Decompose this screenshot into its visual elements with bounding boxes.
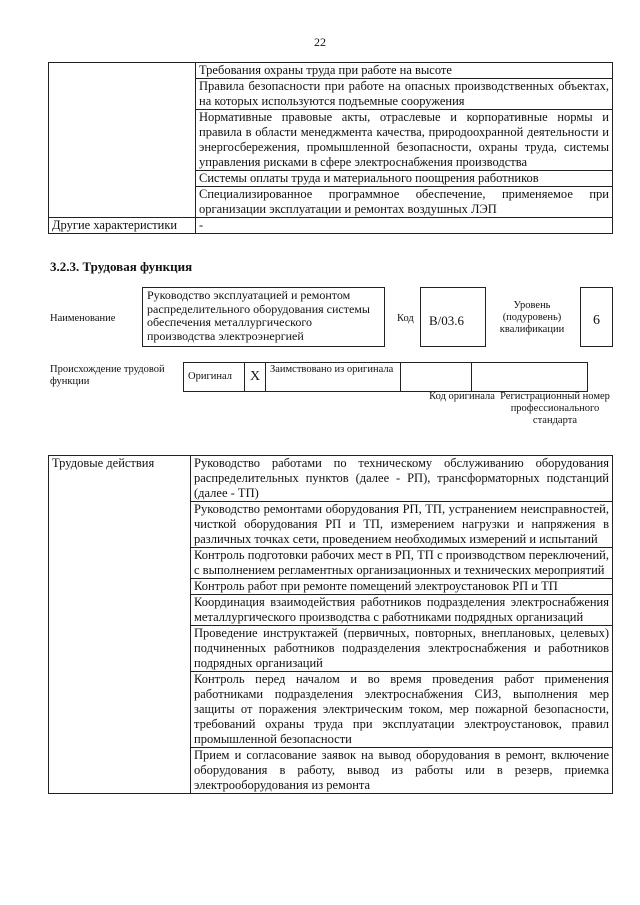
table-cell: Нормативные правовые акты, отраслевые и корпоративные нормы и правила в области менеджмента качества, природоохранной деятельности и энергосбережения, промышленной безопасности, охраны труда, системы управления рисками в сфере электроснабжения производства: [196, 110, 613, 171]
original-mark: X: [245, 363, 266, 392]
table-row: [49, 456, 613, 502]
table-cell: Системы оплаты труда и материального поощрения работников: [196, 171, 613, 187]
origin-label: Происхождение трудовой функции: [50, 364, 165, 387]
page-number: 22: [314, 35, 326, 49]
table-cell: Руководство ремонтами оборудования РП, ТП, устранением неисправностей, чисткой оборудования РП и ТП, измерением нагрузки и напряжения в различных точках сети, проведением необходимых измерений и испытаний: [191, 502, 613, 548]
table-label-cell: [49, 63, 196, 218]
section-heading: 3.2.3. Трудовая функция: [50, 259, 193, 274]
labor-actions-label: Трудовые действия: [49, 456, 191, 794]
table-cell: Правила безопасности при работе на опасных производственных объектах, на которых используются подъемные сооружения: [196, 79, 613, 110]
qualification-level-box: 6: [580, 287, 613, 347]
table-cell: Специализированное программное обеспечение, применяемое при организации эксплуатации и ремонтах воздушных ЛЭП: [196, 187, 613, 218]
labor-actions-table: [48, 455, 613, 794]
table-row: [49, 63, 613, 79]
function-code-box: B/03.6: [420, 287, 486, 347]
table-cell: Контроль перед началом и во время проведения работ применения работниками подразделения электроснабжения СИЗ, выполнения мер защиты от поражения электрическим током, мер пожарной безопасности, требований охраны труда при эксплуатации электроустановок, правил промышленной безопасности: [191, 672, 613, 748]
table-cell: Координация взаимодействия работников подразделения электроснабжения металлургического производства с работниками подрядных организаций: [191, 595, 613, 626]
table-cell: Проведение инструктажей (первичных, повторных, внеплановых, целевых) подчиненных работников подразделения электроснабжения и работников подрядных организаций: [191, 626, 613, 672]
original-code-cell: [401, 363, 472, 392]
name-label: Наименование: [50, 313, 116, 324]
table-cell: Контроль работ при ремонте помещений электроустановок РП и ТП: [191, 579, 613, 595]
function-name-box: Руководство эксплуатацией и ремонтом распределительного оборудования системы обеспечения металлургического производства электроэнергией: [142, 287, 385, 347]
qualification-level-label: Уровень (подуровень) квалификации: [499, 300, 565, 335]
table-cell: Прием и согласование заявок на вывод оборудования в ремонт, включение оборудования в работу, вывод из работы или в резерв, приемка электрооборудования из ремонта: [191, 748, 613, 794]
origin-table: [183, 362, 588, 392]
registration-number-note: Регистрационный номер профессионального стандарта: [500, 391, 610, 426]
borrowed-label: Заимствовано из оригинала: [266, 363, 401, 392]
code-label: Код: [397, 313, 414, 324]
other-characteristics-label: Другие характеристики: [49, 218, 196, 234]
original-code-note: Код оригинала: [429, 391, 495, 402]
table-row: [184, 363, 588, 392]
original-label: Оригинал: [184, 363, 245, 392]
table-cell: Требования охраны труда при работе на высоте: [196, 63, 613, 79]
table-cell: Контроль подготовки рабочих мест в РП, ТП с производством переключений, с выполнением регламентных организационных и технических мероприятий: [191, 548, 613, 579]
table-row: [49, 218, 613, 234]
table-cell: Руководство работами по техническому обслуживанию оборудования распределительных пунктов (далее - РП), трансформаторных подстанций (далее - ТП): [191, 456, 613, 502]
registration-number-cell: [472, 363, 588, 392]
knowledge-table: [48, 62, 613, 234]
other-characteristics-value: -: [196, 218, 613, 234]
